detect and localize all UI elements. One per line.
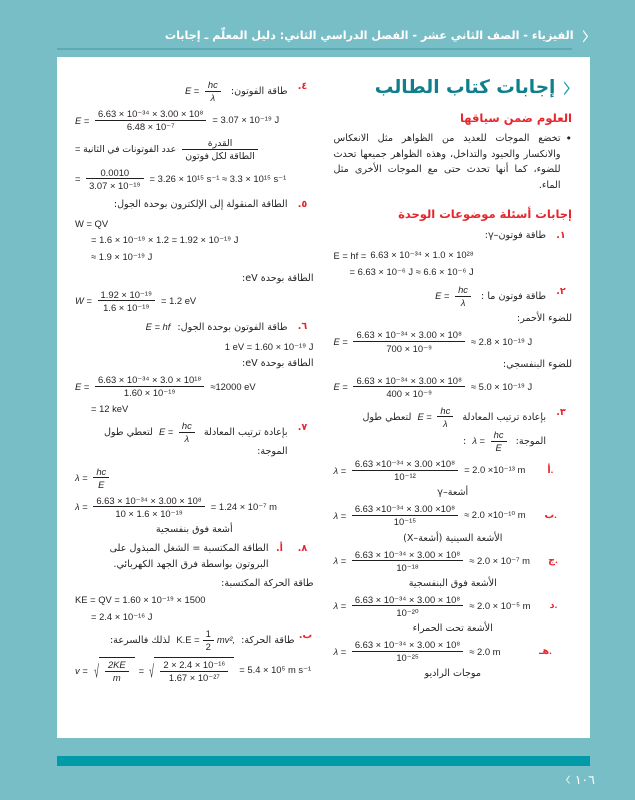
- item-number: ٧.: [297, 422, 308, 434]
- q5-line2: = 1.6 × 10⁻¹⁹ × 1.2 = 1.92 × 10⁻¹⁹ J: [91, 233, 239, 245]
- item-label: طاقة فوتون–γ:: [484, 230, 546, 242]
- q4-formula: E = $\frac{hc}{\lambda}$: [185, 79, 224, 103]
- radical-sign-icon: √: [93, 659, 99, 681]
- science-context-bullet: [334, 131, 573, 193]
- item-number: ٤.: [297, 81, 308, 92]
- q7-text-a: بإعادة ترتيب المعادلة: [203, 427, 288, 439]
- q3e-denominator: 10⁻²⁵: [352, 651, 463, 664]
- q8-ke-result: = 2.4 × 10⁻¹⁶ J: [91, 611, 153, 623]
- q3d-denominator: 10⁻²⁰: [352, 605, 463, 618]
- bullet-dot-icon: •: [565, 132, 572, 145]
- q7-numerator: 6.63 × 10⁻³⁴ × 3.00 × 10⁸: [96, 494, 202, 506]
- q8b-text4: لذلك فالسرعة:: [109, 635, 171, 647]
- item-label: [75, 420, 288, 460]
- q3e-numerator: 6.63 × 10⁻³⁴ × 3.00 × 10⁸: [354, 638, 461, 650]
- q2-red-denominator: 700 × 10⁻⁹: [353, 341, 464, 354]
- q3e-letter: هـ.: [539, 645, 552, 657]
- q8-sqrt1-num: 2KE: [107, 659, 126, 671]
- q2-violet-numerator: 6.63 × 10⁻³⁴ × 3.00 × 10⁸: [356, 374, 462, 386]
- item-number: ٦.: [297, 321, 308, 333]
- item-sub-letter-a: أ.: [276, 542, 283, 554]
- item-label: [75, 79, 288, 103]
- footer-bar: [57, 756, 590, 766]
- header-divider: [57, 48, 572, 50]
- q8-v-lhs: v =: [75, 664, 88, 676]
- q4-calc-numerator: 0.0010: [100, 166, 130, 178]
- q1-line1-rhs: 6.63 × 10⁻³⁴ × 1.0 × 10²⁸: [370, 249, 474, 261]
- q8-velocity-equation: v = √ $\frac{2KE}{m}$ = √ $\frac{\text{2 × 2.4 × 10⁻¹⁶}}{\text{1.67 × 10⁻²⁷}}$ = 5.4 × 10⁵ m s⁻¹: [75, 657, 314, 683]
- q4-denominator: 6.48 × 10⁻⁷: [95, 120, 206, 133]
- item-label: [334, 284, 547, 308]
- q3b-letter: ب.: [544, 509, 557, 521]
- q4-calc-denominator: 3.07 × 10⁻¹⁹: [86, 178, 143, 191]
- q3d-note: الأشعة تحت الحمراء: [412, 622, 493, 634]
- item-label: الطاقة المنقولة إلى الإلكترون بوحدة الجول:: [113, 198, 288, 210]
- q5-ev-numerator: 1.92 × 10⁻¹⁹: [100, 288, 152, 300]
- q3c-note: الأشعة فوق البنفسجية: [408, 577, 497, 589]
- answer-item-1: [334, 228, 573, 244]
- item-number: ٣.: [556, 406, 566, 418]
- q3-text-b: لتعطي طول الموجة:: [362, 411, 546, 448]
- paper-content-area: [57, 57, 590, 738]
- q3-formula-inline: E = $\frac{hc}{\lambda}$: [417, 405, 456, 429]
- section-heading-science-context: العلوم ضمن سياقها: [459, 111, 572, 125]
- q2-violet-result: ≈ 5.0 × 10⁻¹⁹ J: [470, 380, 533, 392]
- section-heading-unit-answers: إجابات أسئلة موضوعات الوحدة: [398, 207, 572, 222]
- answer-item-3: [334, 405, 573, 453]
- q5-ev-result: = 1.2 eV: [161, 295, 197, 307]
- q8-sqrt2-den: 1.67 × 10⁻²⁷: [160, 671, 228, 684]
- q3a-letter: أ.: [547, 464, 554, 476]
- q8b-text1: طاقة الحركة:: [241, 635, 295, 647]
- radical-sign-icon: √: [149, 659, 155, 681]
- q2-red-result: ≈ 2.8 × 10⁻¹⁹ J: [470, 335, 533, 347]
- q8b-ke-lhs: K.E =: [176, 634, 200, 646]
- q3a-denominator: 10⁻¹²: [352, 470, 458, 483]
- q3-row-b: λ = $\frac{\text{6.63 ×10⁻³⁴ × 3.00 ×10⁸}}{\text{10⁻¹⁵}}$ ≈ 2.0 ×10⁻¹⁰ m ب.: [333, 503, 557, 528]
- page-title: إجابات كتاب الطالب: [374, 76, 556, 98]
- q6-result: ≈12000 eV: [210, 380, 256, 392]
- q7-lambda-equation: λ = $\frac{\text{6.63 × 10⁻³⁴ × 3.00 × 10⁸}}{\text{10 × 1.6 × 10⁻¹⁹}}$ = 1.24 × 10⁻⁷ m: [75, 494, 277, 519]
- q4-energy-equation: E = $\frac{\text{6.63 × 10⁻³⁴ × 3.00 × 10⁸}}{\text{6.48 × 10⁻⁷}}$ = 3.07 × 10⁻¹⁹ J: [75, 108, 280, 133]
- chevron-left-icon: ‹: [564, 766, 571, 792]
- q2-violet-light-label: للضوء البنفسجي:: [502, 358, 572, 370]
- q3-row-c: λ = $\frac{\text{6.63 × 10⁻³⁴ × 3.00 × 10⁸}}{\text{10⁻¹⁸}}$ ≈ 2.0 × 10⁻⁷ m ج.: [334, 549, 573, 573]
- science-context-bullet-text: تخضع الموجات للعديد من الظواهر مثل الانعكاس والانكسار والحيود والتداخل، وهذه الظواهر جميعها تحدث للضوء، كما أنها تحدث حتى مع الموجات الأخرى مثل الماء.: [333, 133, 561, 191]
- q6-energy-equation: E = $\frac{\text{6.63 × 10⁻³⁴ × 3.0 × 10¹⁸}}{\text{1.60 × 10⁻¹⁹}}$ ≈12000 eV: [75, 374, 256, 399]
- footer-page-number-group: [0, 766, 595, 792]
- q3-row-d: λ = $\frac{\text{6.63 × 10⁻³⁴ × 3.00 × 10⁸}}{\text{10⁻²⁰}}$ ≈ 2.0 × 10⁻⁵ m د.: [334, 594, 573, 618]
- answer-item-2: [334, 284, 573, 308]
- q7-result: = 1.24 × 10⁻⁷ m: [210, 500, 277, 512]
- q7-text-b: لتعطي طول الموجة:: [103, 427, 288, 458]
- item-number: ١.: [556, 230, 566, 242]
- q8a-text: الطاقة المكتسبة = الشغل المبذول على البروتون بواسطة فرق الجهد الكهربائي.: [109, 542, 269, 571]
- item-label: [334, 405, 547, 453]
- q6-result-kev: = 12 keV: [91, 403, 129, 415]
- q7-denominator: 10 × 1.6 × 10⁻¹⁹: [93, 506, 204, 519]
- page-header: [57, 18, 590, 52]
- q8b-ke-formula: K.E = $\frac{1}{2}$ mv²,: [176, 628, 236, 653]
- q7-note: أشعة فوق بنفسجية: [155, 523, 233, 535]
- q2-red-numerator: 6.63 × 10⁻³⁴ × 3.00 × 10⁸: [356, 329, 462, 341]
- answer-item-7: [75, 420, 314, 460]
- q5-ev-denominator: 1.6 × 10⁻¹⁹: [98, 300, 155, 313]
- q6-formula-text: E = hf: [145, 321, 171, 333]
- q4-result: = 3.07 × 10⁻¹⁹ J: [212, 114, 280, 126]
- q3b-numerator: 6.63 ×10⁻³⁴ × 3.00 ×10⁸: [354, 503, 456, 515]
- q2-red-light-label: للضوء الأحمر:: [516, 313, 572, 325]
- q3a-note: أشعة–γ: [437, 487, 469, 499]
- answer-item-8b: [75, 628, 314, 652]
- two-column-layout: [71, 67, 576, 730]
- q7-formula-inline: E = $\frac{hc}{\lambda}$: [159, 420, 198, 444]
- q3-colon: :: [463, 436, 467, 448]
- q2-label-text: طاقة فوتون ما :: [481, 291, 546, 303]
- column-left: [71, 67, 324, 730]
- q3-text-a: بإعادة ترتيب المعادلة: [462, 411, 546, 423]
- q4-calc-result: = 3.26 × 10¹⁵ s⁻¹ ≈ 3.3 × 10¹⁵ s⁻¹: [149, 172, 287, 184]
- answer-item-6: [75, 319, 314, 336]
- q3e-note: موجات الراديو: [424, 668, 481, 680]
- q8-sqrt-1: [93, 657, 135, 683]
- q6-ev-label: الطاقة بوحدة eV:: [241, 358, 314, 370]
- q4-photon-rate-line: [75, 137, 314, 161]
- q3-formula-result: λ = $\frac{hc}{E}$: [472, 429, 509, 453]
- q3a-numerator: 6.63 ×10⁻³⁴ × 3.00 ×10⁸: [354, 458, 456, 470]
- header-title: الفيزياء - الصف الثاني عشر - الفصل الدراسي الثاني: دليل المعلّم ـ إجابات: [164, 28, 574, 42]
- q3d-result: ≈ 2.0 × 10⁻⁵ m: [469, 599, 531, 611]
- q4-rate-label: عدد الفوتونات في الثانية =: [75, 143, 177, 155]
- q4-label-text: طاقة الفوتون:: [230, 86, 288, 98]
- q3e-result: ≈ 2.0 m: [469, 645, 501, 657]
- q6-ev-definition: 1 eV = 1.60 × 10⁻¹⁹ J: [224, 341, 314, 353]
- item-number: ٥.: [297, 198, 308, 210]
- page-title-row: [334, 66, 573, 108]
- q4-rate-numerator: القدرة: [207, 137, 233, 149]
- q4-rate-calculation: = $\frac{0.0010}{\text{3.07 × 10⁻¹⁹}}$ = 3.26 × 10¹⁵ s⁻¹ ≈ 3.3 × 10¹⁵ s⁻¹: [75, 166, 287, 191]
- item-number: ٨.: [297, 542, 308, 554]
- q1-line2: = 6.63 × 10⁻⁶ J ≈ 6.6 × 10⁻⁶ J: [349, 266, 474, 278]
- q4-numerator: 6.63 × 10⁻³⁴ × 3.00 × 10⁸: [97, 108, 204, 120]
- q4-rate-denominator: الطاقة لكل فوتون: [182, 149, 258, 162]
- q8-sqrt2-num: 2 × 2.4 × 10⁻¹⁶: [163, 659, 226, 671]
- q5-line3: ≈ 1.9 × 10⁻¹⁹ J: [91, 250, 153, 262]
- q8-sqrt-2: [148, 657, 234, 683]
- column-right: [324, 67, 577, 730]
- q2-formula: E = $\frac{hc}{\lambda}$: [435, 284, 474, 308]
- q3b-note: الأشعة السينية (أشعة–X): [403, 532, 503, 544]
- item-number: ٢.: [556, 286, 566, 298]
- q3c-numerator: 6.63 × 10⁻³⁴ × 3.00 × 10⁸: [354, 548, 461, 560]
- q3d-letter: د.: [549, 600, 558, 612]
- q2-violet-denominator: 400 × 10⁻⁹: [353, 386, 464, 399]
- q8b-text: [75, 628, 295, 652]
- q8b-ke-rhs: mv²,: [216, 634, 236, 646]
- q3-row-a: λ = $\frac{\text{6.63 ×10⁻³⁴ × 3.00 ×10⁸}}{\text{10⁻¹²}}$ = 2.0 ×10⁻¹³ m أ.: [334, 458, 573, 482]
- q3-row-e: λ = $\frac{\text{6.63 × 10⁻³⁴ × 3.00 × 10⁸}}{\text{10⁻²⁵}}$ ≈ 2.0 m هـ.: [333, 638, 552, 664]
- q2-red-equation: E = $\frac{\text{6.63 × 10⁻³⁴ × 3.00 × 10⁸}}{\text{700 × 10⁻⁹}}$ ≈ 2.8 × 10⁻¹⁹ J: [333, 329, 533, 354]
- answer-item-8: [75, 541, 314, 573]
- item-label: [75, 319, 288, 336]
- q6-numerator: 6.63 × 10⁻³⁴ × 3.0 × 10¹⁸: [97, 374, 202, 386]
- item-sub-letter-b: ب.: [298, 630, 313, 642]
- q3d-numerator: 6.63 × 10⁻³⁴ × 3.00 × 10⁸: [354, 593, 461, 605]
- q5-ev-equation: W = $\frac{\text{1.92 × 10⁻¹⁹}}{\text{1.6 × 10⁻¹⁹}}$ = 1.2 eV: [75, 288, 197, 313]
- q7-lambda-formula: λ = $\frac{hc}{E}$: [75, 466, 314, 490]
- q6-formula: [146, 319, 171, 335]
- q3c-denominator: 10⁻¹⁸: [352, 560, 463, 573]
- q5-line1: W = QV: [75, 217, 109, 229]
- answer-item-5: [75, 197, 314, 213]
- q8-ke-label: طاقة الحركة المكتسبة:: [221, 578, 314, 590]
- q3c-letter: ج.: [548, 555, 558, 567]
- q6-label-text: طاقة الفوتون بوحدة الجول:: [177, 321, 288, 333]
- q3a-result: = 2.0 ×10⁻¹³ m: [464, 464, 526, 476]
- answer-item-4: [75, 79, 314, 103]
- q5-ev-label: الطاقة بوحدة eV:: [241, 272, 314, 284]
- chevron-left-icon: ‹: [581, 16, 590, 53]
- q1-line1-lhs: E = hf =: [333, 249, 367, 261]
- q8-sqrt1-den: m: [105, 671, 129, 684]
- q8-v-result: = 5.4 × 10⁵ m s⁻¹: [239, 664, 312, 676]
- q6-denominator: 1.60 × 10⁻¹⁹: [95, 386, 204, 399]
- q3b-result: ≈ 2.0 ×10⁻¹⁰ m: [464, 509, 526, 521]
- q3b-denominator: 10⁻¹⁵: [352, 515, 458, 528]
- q8-ke-equation: KE = QV = 1.60 × 10⁻¹⁹ × 1500: [75, 594, 206, 606]
- q1-line1: [334, 249, 573, 261]
- chevron-left-icon: ‹: [562, 66, 572, 108]
- q2-violet-equation: E = $\frac{\text{6.63 × 10⁻³⁴ × 3.00 × 10⁸}}{\text{400 × 10⁻⁹}}$ ≈ 5.0 × 10⁻¹⁹ J: [333, 374, 533, 399]
- q3c-result: ≈ 2.0 × 10⁻⁷ m: [469, 554, 530, 566]
- page-number: ١٠٦: [574, 772, 595, 787]
